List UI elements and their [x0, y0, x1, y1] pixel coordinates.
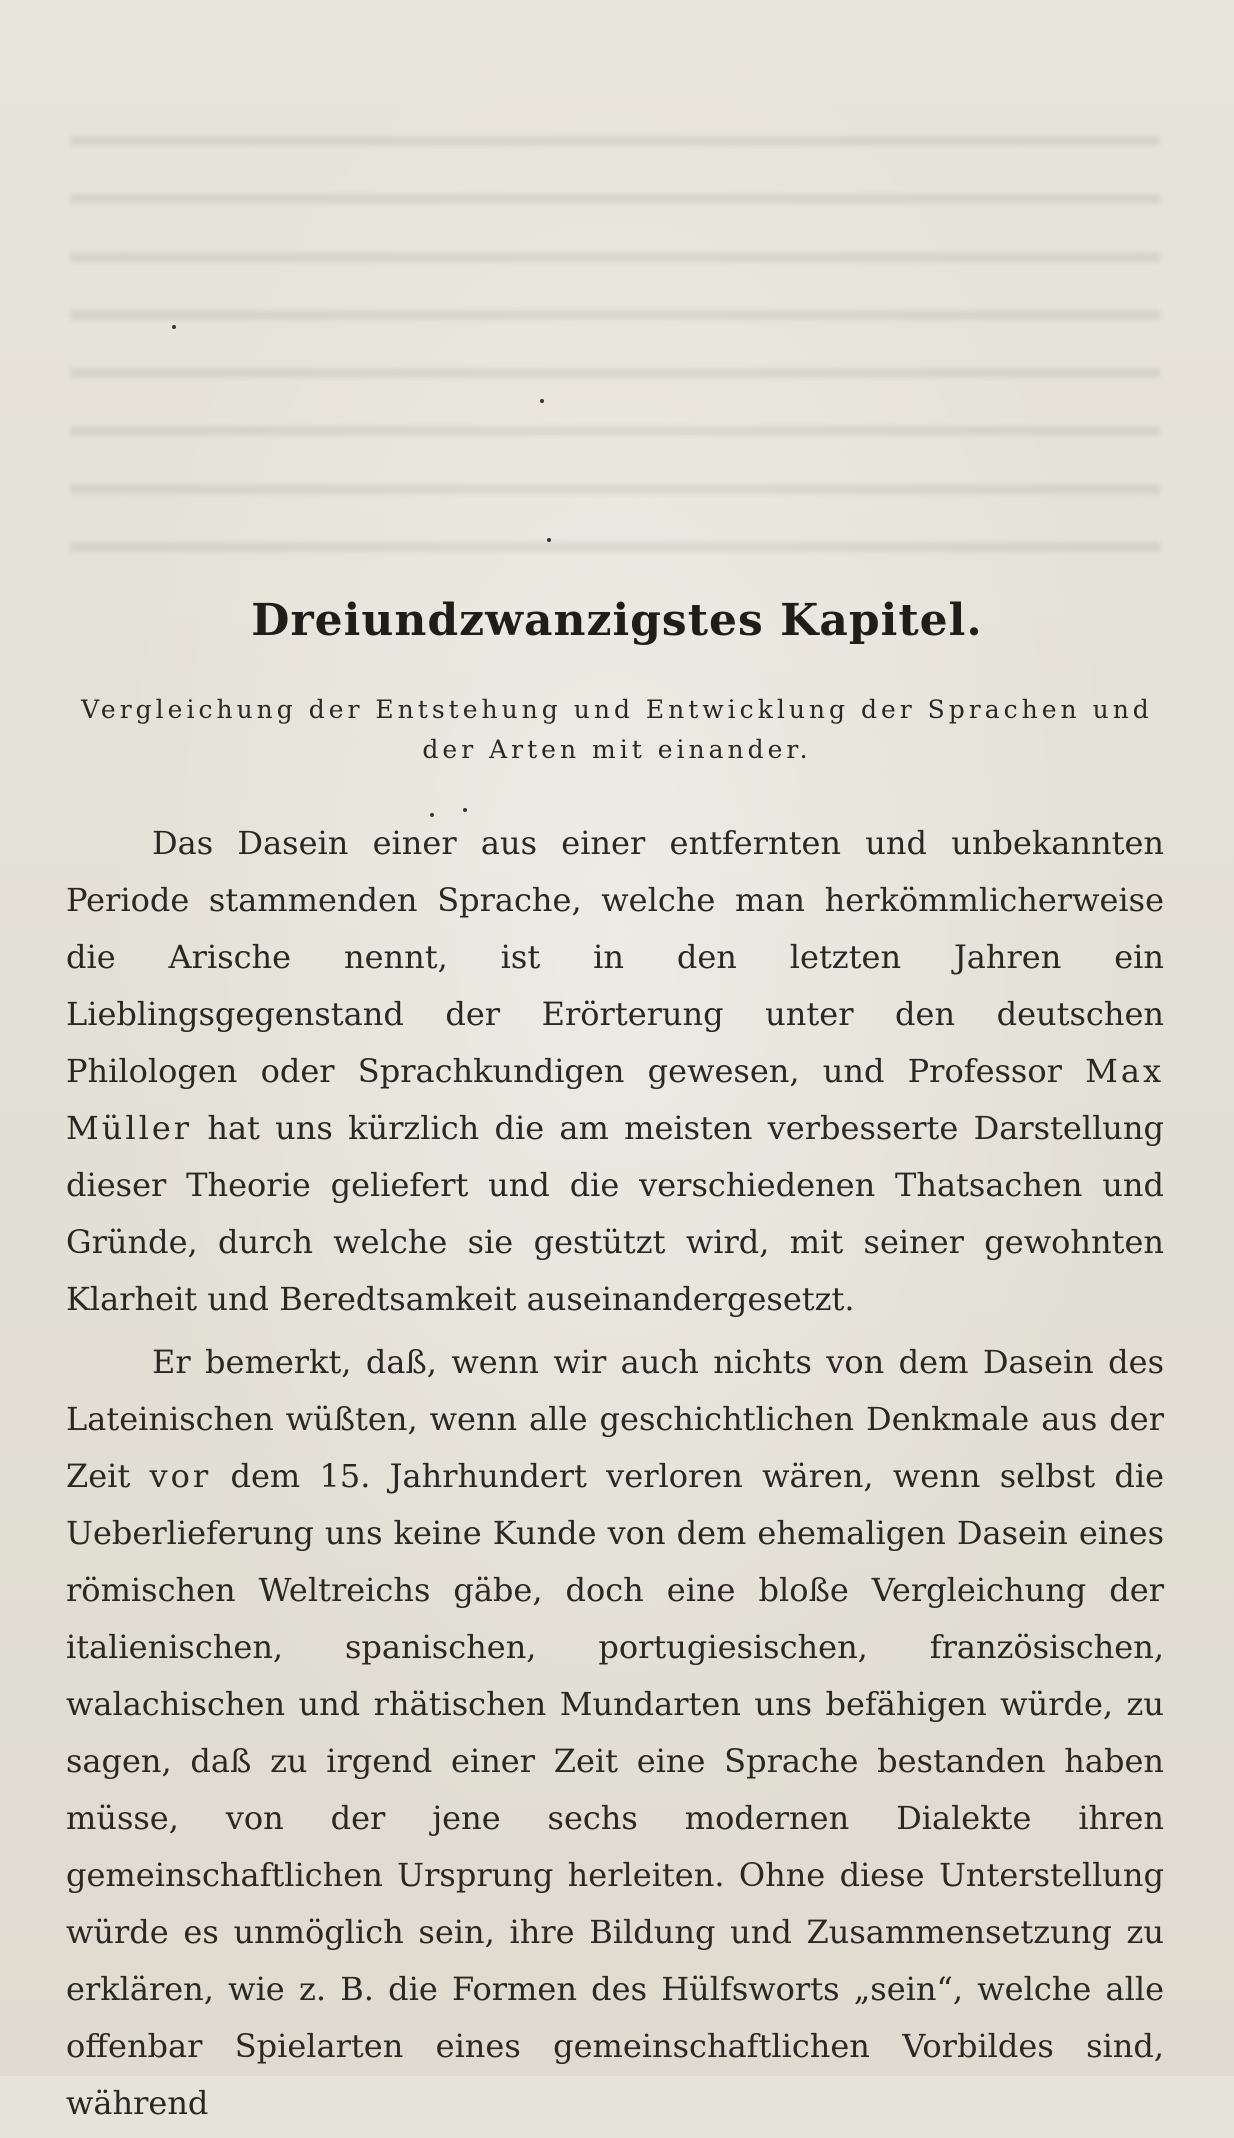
- paragraph: [66, 1334, 1164, 2132]
- paragraph: [66, 815, 1164, 1328]
- chapter-subtitle: Vergleichung der Entstehung und Entwicklung der Sprachen und der Arten mit einander.: [81, 695, 1153, 764]
- paragraph-text: Er bemerkt, daß, wenn wir auch nichts von dem Dasein des Lateinischen wüßten, wenn alle geschichtlichen Denkmale aus der Zeit: [66, 1343, 1164, 1495]
- chapter-title: Dreiundzwanzigstes Kapitel.: [251, 595, 983, 646]
- body-text: [66, 815, 1164, 2138]
- person-name: Max Müller: [66, 1052, 1165, 1147]
- emphasized-word: vor: [149, 1457, 212, 1495]
- bleed-through-text: [70, 110, 1160, 580]
- paragraph-text: dem 15. Jahrhundert verloren wären, wenn selbst die Ueberlieferung uns keine Kunde von dem ehemaligen Dasein eines römischen Weltreichs gäbe, doch eine bloße Vergleichung der italienischen, spanischen, portugiesischen, französischen, walachischen und rhätischen Mundarten uns befähigen würde, zu sagen, daß zu irgend einer Zeit eine Sprache bestanden haben müsse, von der jene sechs modernen Dialekte ihren gemeinschaftlichen Ursprung herleiten. Ohne diese Unterstellung würde es unmöglich sein, ihre Bildung und Zusammensetzung zu erklären, wie z. B. die Formen des Hülfsworts „sein“, welche alle offenbar Spielarten eines gemeinschaftlichen Vorbildes sind, während: [66, 1457, 1165, 2122]
- paragraph-text: Das Dasein einer aus einer entfernten und unbekannten Periode stammenden Sprache, welche man herkömmlicherweise die Arische nennt, ist in den letzten Jahren ein Lieblingsgegenstand der Erörterung unter den deutschen Philologen oder Sprachkundigen gewesen, und Professor: [66, 824, 1164, 1090]
- paragraph-text: hat uns kürzlich die am meisten verbesserte Darstellung dieser Theorie geliefert und die verschiedenen Thatsachen und Gründe, durch welche sie gestützt wird, mit seiner gewohnten Klarheit und Beredtsamkeit auseinandergesetzt.: [66, 1109, 1164, 1318]
